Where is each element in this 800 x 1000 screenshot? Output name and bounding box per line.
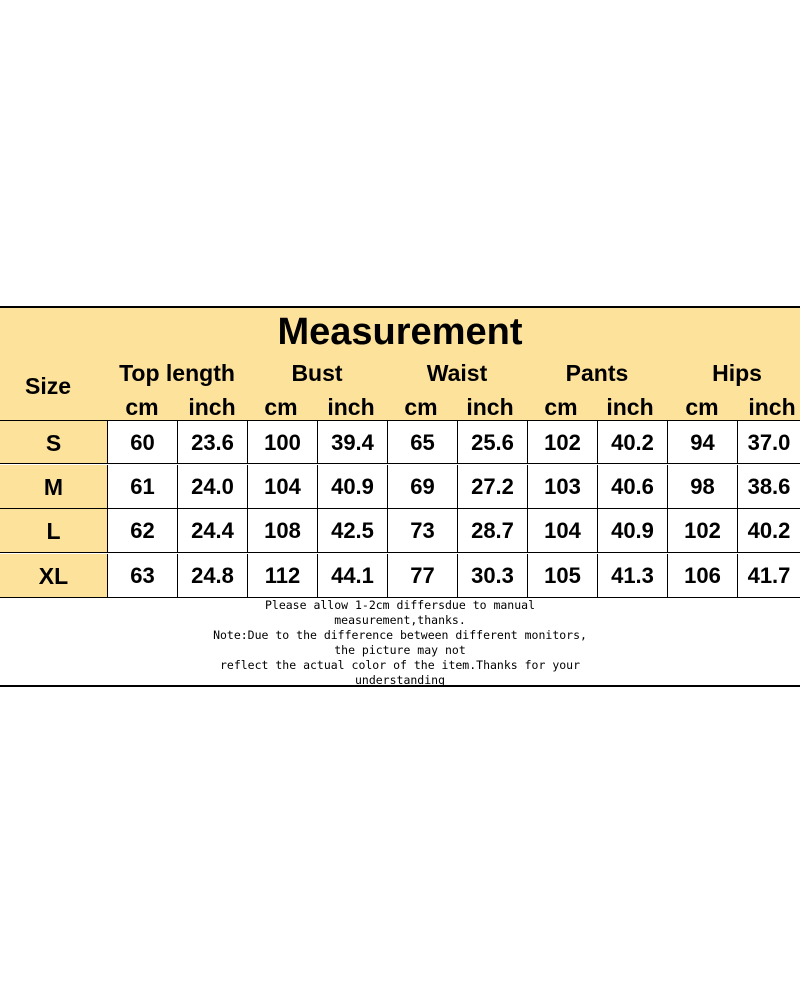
table-cell: 105 xyxy=(527,554,597,598)
table-cell: 103 xyxy=(527,465,597,509)
table-cell: 104 xyxy=(247,465,317,509)
table-cell: 104 xyxy=(527,509,597,553)
size-cell: M xyxy=(0,465,107,509)
unit-header: cm xyxy=(264,394,298,420)
table-cell: 40.2 xyxy=(597,420,667,464)
unit-header: inch xyxy=(748,394,796,420)
table-cell: 63 xyxy=(107,554,177,598)
table-cell: 25.6 xyxy=(457,420,527,464)
table-cell: 28.7 xyxy=(457,509,527,553)
table-cell: 94 xyxy=(667,420,737,464)
note-line: measurement,thanks. xyxy=(334,613,466,627)
table-cell: 24.4 xyxy=(177,509,247,553)
table-cell: 24.0 xyxy=(177,465,247,509)
table-row xyxy=(0,465,800,509)
table-row xyxy=(0,509,800,553)
size-column-header: Size xyxy=(24,373,72,399)
size-chart xyxy=(0,306,800,687)
table-cell: 102 xyxy=(527,420,597,464)
unit-header: inch xyxy=(188,394,236,420)
measurement-group-header: Bust xyxy=(291,360,343,386)
note-line: Note:Due to the difference between different monitors, xyxy=(213,628,587,642)
table-cell: 100 xyxy=(247,420,317,464)
size-notes xyxy=(0,598,800,688)
table-cell: 112 xyxy=(247,554,317,598)
table-cell: 24.8 xyxy=(177,554,247,598)
table-cell: 41.3 xyxy=(597,554,667,598)
table-cell: 98 xyxy=(667,465,737,509)
measurement-group-header: Pants xyxy=(565,360,629,386)
table-cell: 38.6 xyxy=(737,465,800,509)
size-cell: L xyxy=(0,509,107,553)
measurement-group-header: Waist xyxy=(426,360,488,386)
table-cell: 65 xyxy=(387,420,457,464)
note-line: understanding xyxy=(354,673,445,687)
unit-header: cm xyxy=(685,394,719,420)
table-cell: 61 xyxy=(107,465,177,509)
table-cell: 106 xyxy=(667,554,737,598)
table-cell: 23.6 xyxy=(177,420,247,464)
table-cell: 41.7 xyxy=(737,554,800,598)
table-row xyxy=(0,554,800,598)
chart-title: Measurement xyxy=(277,311,523,353)
table-cell: 42.5 xyxy=(317,509,387,553)
table-cell: 39.4 xyxy=(317,420,387,464)
note-line: Please allow 1-2cm differsdue to manual xyxy=(264,598,536,612)
table-cell: 102 xyxy=(667,509,737,553)
unit-header: inch xyxy=(466,394,514,420)
table-cell: 40.2 xyxy=(737,509,800,553)
unit-header: cm xyxy=(544,394,578,420)
table-cell: 73 xyxy=(387,509,457,553)
unit-header: cm xyxy=(125,394,159,420)
chart-header xyxy=(0,308,800,420)
size-cell: XL xyxy=(0,554,107,598)
measurement-group-header: Top length xyxy=(119,360,235,386)
note-line: reflect the actual color of the item.Thanks for your xyxy=(219,658,581,672)
table-row xyxy=(0,420,800,464)
size-cell: S xyxy=(0,420,107,464)
measurement-group-header: Hips xyxy=(712,360,762,386)
table-cell: 62 xyxy=(107,509,177,553)
table-cell: 30.3 xyxy=(457,554,527,598)
unit-header: inch xyxy=(606,394,654,420)
table-cell: 77 xyxy=(387,554,457,598)
table-cell: 40.9 xyxy=(317,465,387,509)
table-cell: 69 xyxy=(387,465,457,509)
table-cell: 27.2 xyxy=(457,465,527,509)
note-line: the picture may not xyxy=(334,643,466,657)
unit-header: inch xyxy=(327,394,375,420)
unit-header: cm xyxy=(404,394,438,420)
table-cell: 44.1 xyxy=(317,554,387,598)
table-cell: 40.9 xyxy=(597,509,667,553)
table-cell: 40.6 xyxy=(597,465,667,509)
table-cell: 108 xyxy=(247,509,317,553)
table-cell: 60 xyxy=(107,420,177,464)
table-cell: 37.0 xyxy=(737,420,800,464)
